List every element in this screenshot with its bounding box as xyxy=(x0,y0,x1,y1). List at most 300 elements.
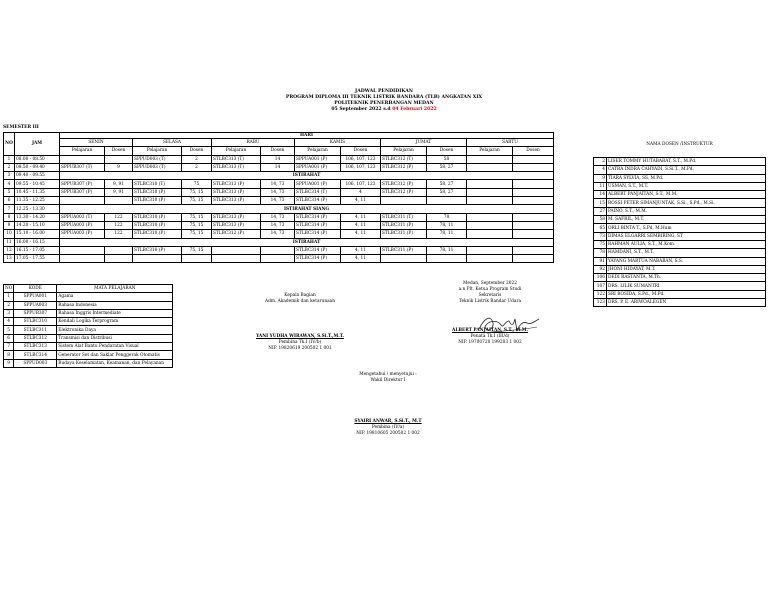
lecturer-row xyxy=(594,207,766,215)
cell-dosen: 78 xyxy=(427,213,467,221)
course-name: Budaya Keselamatan, Keamanan, dan Pelayanan xyxy=(57,359,173,367)
lecturer-row xyxy=(594,299,766,307)
row-time: 13.30 - 14.20 xyxy=(15,213,60,221)
cell-dosen: 75, 15 xyxy=(182,230,212,238)
lecturer-no: 122 xyxy=(594,290,607,298)
signature-direktur xyxy=(328,372,448,437)
cell-pelajaran: STLBC310 (P) xyxy=(133,221,182,229)
course-no: 3 xyxy=(4,309,14,317)
lecturer-no: 4 xyxy=(594,166,607,174)
direktur-name: SYAIRI ANWAR, S.Si.T., M.T xyxy=(354,419,422,424)
schedule-row xyxy=(4,221,554,229)
schedule-row xyxy=(4,163,554,171)
lecturer-row xyxy=(594,191,766,199)
handwritten-signature xyxy=(475,311,545,339)
lecturer-name: DRS. P. E. ARIWOALEGEN xyxy=(607,299,766,307)
cell-pelajaran xyxy=(467,230,513,238)
cell-dosen xyxy=(427,255,467,263)
cell-dosen xyxy=(105,197,133,205)
cell-dosen: 106, 107, 123 xyxy=(341,155,381,163)
cell-dosen: 58, 27 xyxy=(427,180,467,188)
cell-dosen: 4 xyxy=(341,188,381,196)
cell-dosen xyxy=(182,255,212,263)
col-jam: JAM xyxy=(15,133,60,156)
cell-dosen xyxy=(105,246,133,254)
cell-dosen: 58, 27 xyxy=(427,188,467,196)
cell-pelajaran: STLBC310 (P) xyxy=(133,197,182,205)
course-name: Bahasa Inggris Intermediate xyxy=(57,309,173,317)
sub-header-pelajaran: Pelajaran xyxy=(295,147,341,155)
row-time: 16.00 - 16.15 xyxy=(15,238,60,246)
sub-header-pelajaran: Pelajaran xyxy=(467,147,513,155)
cell-dosen: 78, 11 xyxy=(427,221,467,229)
schedule-row xyxy=(4,172,554,180)
schedule-row xyxy=(4,188,554,196)
row-no: 1 xyxy=(4,155,15,163)
cell-dosen: 14, 73 xyxy=(261,180,295,188)
signature-kabag xyxy=(230,293,370,352)
cell-dosen xyxy=(513,180,554,188)
lecturer-body xyxy=(594,158,766,307)
cell-dosen: 75 xyxy=(182,180,212,188)
sub-header-dosen: Dosen xyxy=(261,147,295,155)
lecturer-no: 58 xyxy=(594,216,607,224)
cell-dosen: 106, 107, 123 xyxy=(341,180,381,188)
row-time: 14.20 - 15.10 xyxy=(15,221,60,229)
cell-pelajaran: SPPUD003 (T) xyxy=(133,155,182,163)
cell-dosen xyxy=(261,246,295,254)
course-row xyxy=(4,326,173,334)
kaprodi-place-date: Medan, September 2022 xyxy=(463,281,517,286)
day-header-row xyxy=(4,139,554,147)
cell-dosen xyxy=(513,197,554,205)
course-no: 7 xyxy=(4,343,14,351)
cell-dosen: 122 xyxy=(105,213,133,221)
lecturer-row xyxy=(594,257,766,265)
cell-dosen: 75, 15 xyxy=(182,188,212,196)
kaprodi-role3: Teknik Listrik Bandar Udara xyxy=(458,299,522,304)
course-name: Transmisi dan Distribusi xyxy=(57,334,173,342)
course-no: 8 xyxy=(4,351,14,359)
cell-dosen: 75, 15 xyxy=(182,197,212,205)
cell-pelajaran xyxy=(467,163,513,171)
row-time: 09.55 - 10.45 xyxy=(15,180,60,188)
cell-dosen: 4, 11 xyxy=(341,255,381,263)
cell-pelajaran xyxy=(60,255,105,263)
course-name: Sistem Alat Bantu Pendaratan Visual xyxy=(57,343,173,351)
cell-pelajaran: STLBC313 (P) xyxy=(212,213,261,221)
day-header: JUMAT xyxy=(381,139,467,147)
course-table xyxy=(3,284,173,368)
lecturer-no: 106 xyxy=(594,274,607,282)
lecturer-no: 27 xyxy=(594,207,607,215)
row-time: 12.25 - 13.30 xyxy=(15,205,60,213)
sub-header-dosen: Dosen xyxy=(427,147,467,155)
lecturer-name: SRI ROSIDA, S.Pd., M.Pd. xyxy=(607,290,766,298)
cell-pelajaran: STLBC313 (P) xyxy=(212,180,261,188)
cell-pelajaran: SPPUB307 (P) xyxy=(60,180,105,188)
cell-pelajaran: STLBC314 (P) xyxy=(295,230,341,238)
lecturer-row xyxy=(594,224,766,232)
row-no: 2 xyxy=(4,163,15,171)
cell-pelajaran: SPPUA003 (P) xyxy=(60,230,105,238)
cell-pelajaran xyxy=(467,246,513,254)
day-header: SENIN xyxy=(60,139,133,147)
kabag-title: Kepala Bagian xyxy=(284,293,316,298)
course-row xyxy=(4,343,173,351)
schedule-body xyxy=(4,155,554,263)
cell-pelajaran: STLBC314 (P) xyxy=(295,213,341,221)
break-label: ISTIRAHAT SIANG xyxy=(60,205,554,213)
course-row xyxy=(4,351,173,359)
course-row xyxy=(4,301,173,309)
course-row xyxy=(4,293,173,301)
kaprodi-rank: Penata Tk.I (III/d) xyxy=(470,334,510,339)
day-header: KAMIS xyxy=(295,139,381,147)
kabag-nip: NIP. 19820619 200502 1 001 xyxy=(268,346,332,351)
cell-dosen xyxy=(513,188,554,196)
cell-pelajaran: STLBC313 (T) xyxy=(212,163,261,171)
cell-pelajaran: STLBC313 (P) xyxy=(212,221,261,229)
cell-pelajaran: SPPUA001 (P) xyxy=(295,155,341,163)
cell-pelajaran: STLBC313 (P) xyxy=(212,197,261,205)
header-institution: POLITEKNIK PENERBANGAN MEDAN xyxy=(334,101,434,106)
lecturer-name: CATRA INDRA CAHYADI, S.Si.T., M.Pd. xyxy=(607,166,766,174)
cell-pelajaran xyxy=(60,197,105,205)
header-period xyxy=(0,107,768,113)
schedule-row xyxy=(4,230,554,238)
cell-dosen: 14, 73 xyxy=(261,213,295,221)
lecturer-header: NAMA DOSEN /INSTRUKTUR xyxy=(646,142,713,147)
lecturer-row xyxy=(594,174,766,182)
cell-pelajaran xyxy=(212,246,261,254)
sub-header-dosen: Dosen xyxy=(513,147,554,155)
lecturer-name: YAYANG MARTUA NABABAN, S.S. xyxy=(607,257,766,265)
cell-dosen: 4, 11 xyxy=(341,197,381,205)
cell-pelajaran: SPPUA001 (P) xyxy=(295,163,341,171)
cell-pelajaran: STLBC313 (T) xyxy=(212,155,261,163)
cell-pelajaran: STLBC313 (P) xyxy=(212,188,261,196)
course-no: 9 xyxy=(4,359,14,367)
cell-dosen: 14, 73 xyxy=(261,230,295,238)
lecturer-name: ALBERT PANJAITAN, S.T., M.M. xyxy=(607,191,766,199)
row-time: 16.15 - 17.05 xyxy=(15,246,60,254)
lecturer-no: 123 xyxy=(594,299,607,307)
cell-pelajaran xyxy=(60,155,105,163)
day-header: SABTU xyxy=(467,139,554,147)
lecturer-no: 65 xyxy=(594,224,607,232)
cell-dosen: 14, 73 xyxy=(261,197,295,205)
lecturer-row xyxy=(594,240,766,248)
lecturer-no: 78 xyxy=(594,249,607,257)
lecturer-row xyxy=(594,290,766,298)
lecturer-name: LISER TOMMY HUTABARAT, S.T., M.Pd. xyxy=(607,158,766,166)
cell-pelajaran: STLBC312 (T) xyxy=(381,155,427,163)
lecturer-no: 92 xyxy=(594,265,607,273)
kaprodi-role2: Sekretaris xyxy=(478,293,502,298)
cell-pelajaran: STLBC310 (P) xyxy=(133,230,182,238)
cell-pelajaran xyxy=(133,255,182,263)
cell-dosen: 14, 73 xyxy=(261,221,295,229)
break-label: ISTIRAHAT xyxy=(60,172,554,180)
cell-pelajaran xyxy=(467,213,513,221)
break-label: ISTIRAHAT xyxy=(60,238,554,246)
lecturer-table xyxy=(593,132,766,307)
cell-dosen: 75, 15 xyxy=(182,246,212,254)
lecturer-name: JHONI HIDAYAT, M.T. xyxy=(607,265,766,273)
cell-pelajaran: STLBC314 (P) xyxy=(295,197,341,205)
row-no: 6 xyxy=(4,197,15,205)
cell-pelajaran xyxy=(381,255,427,263)
lecturer-row xyxy=(594,265,766,273)
cell-pelajaran: STLBC310 (P) xyxy=(133,246,182,254)
lecturer-no: 14 xyxy=(594,191,607,199)
cell-dosen: 14 xyxy=(261,163,295,171)
cell-dosen xyxy=(513,230,554,238)
direktur-nip: NIP. 19810605 200502 1 002 xyxy=(356,431,420,436)
lecturer-name: ROSSI PETER SIMANJUNTAK, S.Si., S.Pd., M.Si. xyxy=(607,199,766,207)
cell-dosen: 14, 73 xyxy=(261,188,295,196)
cell-pelajaran xyxy=(467,180,513,188)
document-header xyxy=(0,89,768,113)
lecturer-row xyxy=(594,216,766,224)
row-time: 08.00 - 08.50 xyxy=(15,155,60,163)
lecturer-name: DEDI RASTANTA, M.Th. xyxy=(607,274,766,282)
course-no: 5 xyxy=(4,326,14,334)
sub-header-dosen: Dosen xyxy=(105,147,133,155)
cell-dosen xyxy=(513,163,554,171)
direktur-rank: Pembina (IV/a) xyxy=(371,425,405,430)
cell-pelajaran: STLBC312 (P) xyxy=(381,180,427,188)
row-no: 9 xyxy=(4,221,15,229)
sub-header-row xyxy=(4,147,554,155)
mk-col-mp: MATA PELAJARAN xyxy=(57,285,173,293)
cell-dosen: 58, 27 xyxy=(427,163,467,171)
schedule-row xyxy=(4,197,554,205)
semester-label: SEMESTER III xyxy=(3,125,39,130)
cell-dosen: 2 xyxy=(182,163,212,171)
lecturer-no: 11 xyxy=(594,182,607,190)
cell-dosen xyxy=(105,255,133,263)
row-time: 17.05 - 17.55 xyxy=(15,255,60,263)
sub-header-pelajaran: Pelajaran xyxy=(212,147,261,155)
lecturer-no: 75 xyxy=(594,240,607,248)
kaprodi-role1: a.n Plt. Ketua Program Studi xyxy=(458,287,522,292)
cell-pelajaran xyxy=(467,255,513,263)
direktur-approval: Mengetahui / menyetujui : xyxy=(359,372,417,377)
lecturer-row xyxy=(594,158,766,166)
lecturer-no: 15 xyxy=(594,199,607,207)
course-no: 2 xyxy=(4,301,14,309)
cell-dosen xyxy=(427,197,467,205)
schedule-row xyxy=(4,255,554,263)
schedule-table xyxy=(3,132,554,263)
course-name: Kendali Logika Terprogram xyxy=(57,318,173,326)
course-code: STLBC313 xyxy=(14,343,57,351)
course-name: Agama xyxy=(57,293,173,301)
cell-dosen: 9, 91 xyxy=(105,180,133,188)
cell-dosen: 14 xyxy=(261,155,295,163)
row-time: 11.35 - 12.25 xyxy=(15,197,60,205)
cell-dosen xyxy=(513,155,554,163)
row-no: 11 xyxy=(4,238,15,246)
course-code: SPPUB307 xyxy=(14,309,57,317)
schedule-row xyxy=(4,205,554,213)
course-code: STLBC311 xyxy=(14,326,57,334)
cell-pelajaran: SPPUA003 (P) xyxy=(60,221,105,229)
sub-header-pelajaran: Pelajaran xyxy=(381,147,427,155)
course-no: 4 xyxy=(4,318,14,326)
cell-pelajaran: STLBC311 (P) xyxy=(381,246,427,254)
course-name: Generator Set dan Saklar Penggerak Otomatis xyxy=(57,351,173,359)
lecturer-row xyxy=(594,166,766,174)
cell-pelajaran xyxy=(467,197,513,205)
kaprodi-nip: NIP. 19700720 199203 1 002 xyxy=(458,340,522,345)
period-start: 05 September 2022 s.d xyxy=(331,107,391,112)
header-program: PROGRAM DIPLOMA III TEKNIK LISTRIK BANDARA (TLB) ANGKATAN XIX xyxy=(285,95,483,100)
cell-pelajaran: STLBC312 (P) xyxy=(381,163,427,171)
cell-pelajaran xyxy=(467,155,513,163)
cell-pelajaran: SPPUA003 (T) xyxy=(60,213,105,221)
cell-dosen: 122 xyxy=(105,230,133,238)
lecturer-row xyxy=(594,182,766,190)
cell-dosen: 4, 11 xyxy=(341,213,381,221)
header-title: JADWAL PENDIDIKAN xyxy=(355,89,413,94)
cell-dosen xyxy=(513,213,554,221)
lecturer-name: DRS. LILIK SUMANTRI xyxy=(607,282,766,290)
cell-pelajaran: STLBC310 (P) xyxy=(133,188,182,196)
course-row xyxy=(4,318,173,326)
row-no: 7 xyxy=(4,205,15,213)
mk-col-no: NO xyxy=(5,286,13,292)
cell-pelajaran: STLBC310 (P) xyxy=(133,213,182,221)
col-no: NO xyxy=(4,133,15,156)
kabag-dept: Adm. Akademik dan ketarunaan xyxy=(264,299,335,304)
sub-header-pelajaran: Pelajaran xyxy=(133,147,182,155)
cell-dosen: 58 xyxy=(427,155,467,163)
row-no: 10 xyxy=(4,230,15,238)
lecturer-no: 9 xyxy=(594,174,607,182)
kabag-rank: Pembina Tk.I (IV/b) xyxy=(278,340,322,345)
mk-col-kode: KODE xyxy=(14,285,57,293)
row-time: 08.50 - 09.40 xyxy=(15,163,60,171)
day-header: RABU xyxy=(212,139,295,147)
lecturer-row xyxy=(594,249,766,257)
direktur-title: Wakil Direktur I xyxy=(370,378,406,383)
lecturer-name: M. SAFRIL, M.T. xyxy=(607,216,766,224)
cell-dosen: 122 xyxy=(105,221,133,229)
cell-pelajaran xyxy=(212,255,261,263)
schedule-row xyxy=(4,155,554,163)
lecturer-no: 107 xyxy=(594,282,607,290)
lecturer-no: 73 xyxy=(594,232,607,240)
lecturer-name: TIARA SYLVIA, SS, M.Pd. xyxy=(607,174,766,182)
course-no: 1 xyxy=(4,293,14,301)
cell-dosen: 9, 91 xyxy=(105,188,133,196)
schedule-row xyxy=(4,246,554,254)
cell-dosen xyxy=(513,221,554,229)
row-no: 3 xyxy=(4,172,15,180)
course-code: SPPUA003 xyxy=(14,301,57,309)
schedule-row xyxy=(4,180,554,188)
cell-pelajaran: STLBC314 (T) xyxy=(295,188,341,196)
cell-dosen xyxy=(513,255,554,263)
row-no: 8 xyxy=(4,213,15,221)
schedule-row xyxy=(4,213,554,221)
cell-pelajaran: STLBC314 (P) xyxy=(295,255,341,263)
cell-dosen xyxy=(105,155,133,163)
row-no: 13 xyxy=(4,255,15,263)
cell-pelajaran: STLBC314 (P) xyxy=(295,246,341,254)
cell-dosen: 75, 15 xyxy=(182,221,212,229)
cell-dosen: 106, 107, 123 xyxy=(341,163,381,171)
lecturer-row xyxy=(594,232,766,240)
course-name: Bahasa Indonesia xyxy=(57,301,173,309)
cell-pelajaran: SPPUA001 (P) xyxy=(295,180,341,188)
cell-pelajaran: STLBC311 (P) xyxy=(381,230,427,238)
cell-dosen: 9 xyxy=(105,163,133,171)
course-body xyxy=(4,293,173,368)
cell-pelajaran: SPPUB307 (P) xyxy=(60,188,105,196)
row-no: 4 xyxy=(4,180,15,188)
row-no: 5 xyxy=(4,188,15,196)
lecturer-name: ORLI BINTA T., S.Pd, M.Hum xyxy=(607,224,766,232)
cell-pelajaran xyxy=(467,221,513,229)
course-code: STLBC312 xyxy=(14,334,57,342)
cell-pelajaran xyxy=(467,188,513,196)
cell-pelajaran: STLBC312 (P) xyxy=(381,188,427,196)
lecturer-name: DIMAS ELGARRI SEMBIRING, ST xyxy=(607,232,766,240)
kabag-name: YANI YUDHA WIRAWAN, S.Si.T.,M.T. xyxy=(256,334,344,339)
period-end: 04 Februari 2022 xyxy=(392,107,437,112)
col-hari: HARI xyxy=(60,133,554,139)
lecturer-no: 91 xyxy=(594,257,607,265)
lecturer-name: PAINO, S.T., M.M. xyxy=(607,207,766,215)
course-code: SPPUD003 xyxy=(14,359,57,367)
lecturer-row xyxy=(594,199,766,207)
kaprodi-name: ALBERT PANJAITAN, S.T., M.M. xyxy=(451,328,529,333)
row-time: 09.40 - 09.55 xyxy=(15,172,60,180)
cell-pelajaran xyxy=(381,197,427,205)
cell-dosen: 78, 11 xyxy=(427,230,467,238)
cell-dosen: 78, 11 xyxy=(427,246,467,254)
sub-header-pelajaran: Pelajaran xyxy=(60,147,105,155)
cell-pelajaran: STLBC312 (P) xyxy=(212,230,261,238)
lecturer-name: USMAN, S.T., M.T. xyxy=(607,182,766,190)
course-name: Elektronika Daya xyxy=(57,326,173,334)
cell-dosen: 4, 11 xyxy=(341,246,381,254)
cell-pelajaran: STLBC311 (T) xyxy=(381,213,427,221)
course-row xyxy=(4,309,173,317)
course-row xyxy=(4,359,173,367)
lecturer-row xyxy=(594,282,766,290)
cell-dosen: 4, 11 xyxy=(341,230,381,238)
sub-header-dosen: Dosen xyxy=(341,147,381,155)
cell-dosen: 4, 11 xyxy=(341,221,381,229)
lecturer-no: 2 xyxy=(594,158,607,166)
row-time: 10.45 - 11.35 xyxy=(15,188,60,196)
row-time: 15.10 - 16.00 xyxy=(15,230,60,238)
course-row xyxy=(4,334,173,342)
course-code: STLBC310 xyxy=(14,318,57,326)
cell-pelajaran: SPPUB307 (T) xyxy=(60,163,105,171)
row-no: 12 xyxy=(4,246,15,254)
lecturer-name: HAMDANI, S.T., M.T. xyxy=(607,249,766,257)
cell-pelajaran: STLBC310 (T) xyxy=(133,180,182,188)
day-header: SELASA xyxy=(133,139,212,147)
cell-dosen xyxy=(261,255,295,263)
cell-dosen: 2 xyxy=(182,155,212,163)
